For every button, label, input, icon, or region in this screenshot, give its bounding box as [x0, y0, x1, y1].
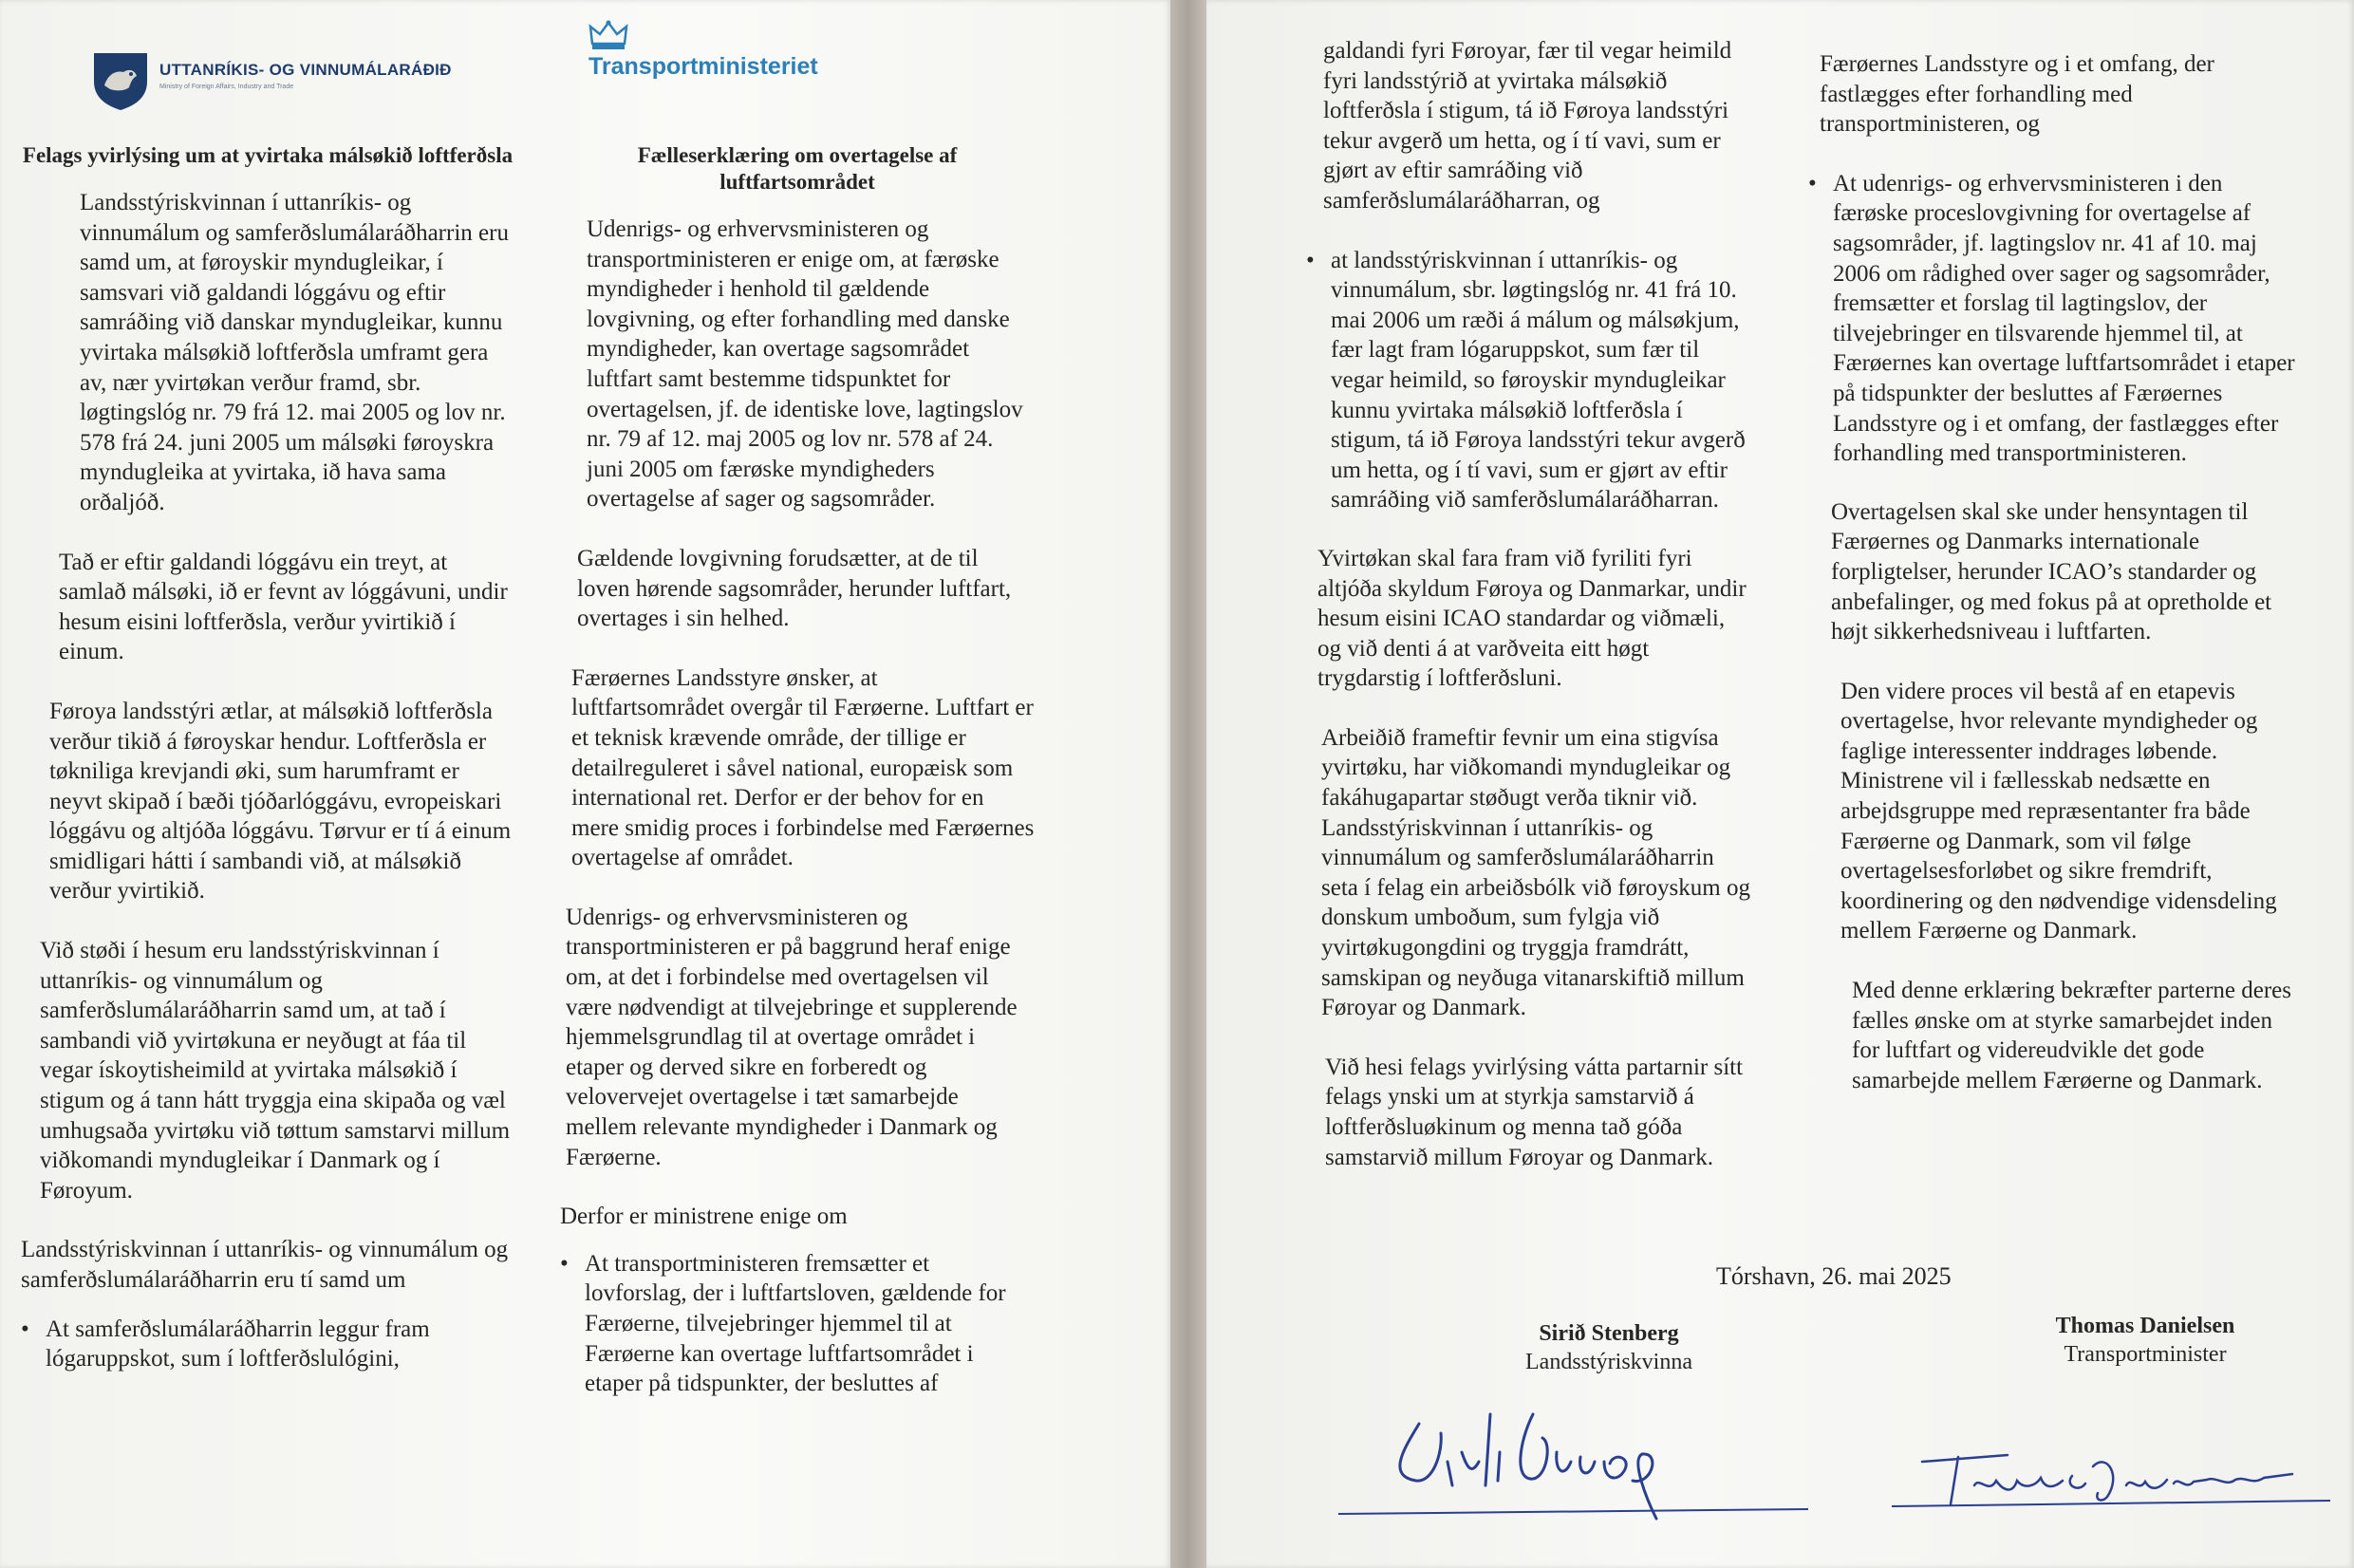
ministry-subtitle: Ministry of Foreign Affairs, Industry and Trade: [159, 84, 294, 90]
paragraph: Arbeiðið frameftir fevnir um eina stigvísa yvirtøku, har viðkomandi myndugleikar og fakáhugapartar støðugt verða tiknir við. Landsstýriskvinnan í uttanríkis- og vinnumálum og samferðslumálaráðharrin seta í felag ein arbeiðsbólk við føroyskum og donskum umboðum, sum fylgja við yvirtøkugongdini og tryggja framdrátt, samskipan og neyðuga vitanarskiftið millum Føroyar og Danmark.: [1321, 724, 1750, 1021]
page-gutter: [1170, 0, 1206, 1568]
paragraph: Færøernes Landsstyre og i et omfang, der fastlægges efter forhandling med transportministeren, og: [1820, 51, 2214, 138]
ministry-logo: [91, 49, 499, 116]
signature-1: [1329, 1395, 1822, 1528]
faroese-column-2: [1298, 36, 1754, 1202]
bullet-item: • at landsstýriskvinnan í uttanríkis- og vinnumálum, sbr. løgtingslóg nr. 41 frá 10. mai 2006 um ræði á málum og málsøkjum, fær lagt fram lógaruppskot, sum fær til vegar heimild, so føroyskir myndugleikar kunnu yvirtaka málsøkið loftferðsla í stigum, tá ið Føroya landsstýri tekur avgerð um hetta, og í tí vavi, sum er gjørt av eftir samráðing við samferðslumálaráðharran.: [1306, 246, 1754, 515]
faroese-column-1: [21, 142, 514, 1403]
paragraph: galdandi fyri Føroyar, fær til vegar heimild fyri landsstýrið at yvirtaka málsøkið loftferðsla í stigum, tá ið Føroya landsstýri tekur avgerð um hetta, og í tí vavi, sum er gjørt av eftir samráðing við samferðslumálaráðharran, og: [1323, 38, 1732, 214]
paragraph: Den videre proces vil bestå af en etapevis overtagelse, hvor relevante myndigheder og faglige interessenter inddrages løbende. Ministrene vil i fællesskab nedsætte en arbejdsgruppe med repræsentanter fra både Færøerne og Danmark, som vil følge overtagelsesforløbet og sikre fremdrift, koordinering og den nødvendige vidensdeling mellem Færøerne og Danmark.: [1840, 678, 2277, 944]
bullet-item: • At udenrigs- og erhvervsministeren i den færøske proceslovgivning for overtagelse af sagsområder, jf. lagtingslov nr. 41 af 10. maj 2006 om rådighed over sager og sagsområder, fremsætter et forslag til lagtingslov, der tilvejebringer en tilsvarende hjemmel til, at Færøernes kan overtage luftfartsområdet i etaper på tidspunkter der besluttes af Færøernes Landsstyre og i et omfang, der fastlægges efter forhandling med transportministeren.: [1808, 169, 2302, 469]
transport-ministry-name: Transportministeriet: [588, 53, 818, 80]
danish-title: Fælleserklæring om overtagelse af luftfartsområdet: [637, 143, 958, 194]
signer-1-title: Landsstýriskvinna: [1525, 1350, 1692, 1374]
ministry-name: UTTANRÍKIS- OG VINNUMÁLARÁÐIÐ: [159, 61, 452, 79]
signer-2-title: Transportminister: [2064, 1342, 2227, 1367]
signer-2-block: [1974, 1312, 2316, 1369]
crown-icon: [588, 19, 628, 51]
paragraph: Med denne erklæring bekræfter parterne deres fælles ønske om at styrke samarbejdet inden for luftfart og videreudvikle det gode samarbejde mellem Færøerne og Danmark.: [1852, 978, 2292, 1093]
faroese-coat-of-arms-icon: [91, 49, 150, 112]
paragraph: Udenrigs- og erhvervsministeren og transportministeren er enige om, at færøske myndigheder i henhold til gældende lovgivning, og efter forhandling med danske myndigheder, kan overtage sagsområdet luftfart samt bestemme tidspunktet for overtagelsen, jf. de identiske love, lagtingslov nr. 79 af 12. maj 2005 og lov nr. 578 af 24. juni 2005 om færøske myndigheders overtagelse af sager og sagsområder.: [587, 216, 1023, 513]
paragraph: Overtagelsen skal ske under hensyntagen til Færøernes og Danmarks internationale forpligtelser, herunder ICAO’s standarder og anbefalinger, og med fokus på at opretholde et højt sikkerhedsniveau i luftfarten.: [1831, 498, 2272, 645]
signer-1-name: Sirið Stenberg: [1539, 1321, 1679, 1346]
paragraph: Landsstýriskvinnan í uttanríkis- og vinnumálum og samferðslumálaráðharrin eru tí samd um: [21, 1237, 509, 1293]
signer-2-name: Thomas Danielsen: [2055, 1314, 2235, 1338]
paragraph: Yvirtøkan skal fara fram við fyriliti fyri altjóða skyldum Føroya og Danmarkar, undir hesum eisini ICAO standardar og viðmæli, og við denti á at varðveita eitt høgt trygdarstig í loftferðsluni.: [1317, 545, 1747, 692]
bullet-item: • At transportministeren fremsætter et lovforslag, der i luftfartsloven, gældende for Færøerne, tilvejebringer hjemmel til at Færøerne kan overtage luftfartsområdet i etaper på tidspunkter, der besluttes af: [560, 1249, 1035, 1399]
paragraph: Udenrigs- og erhvervsministeren og transportministeren er på baggrund heraf enige om, at det i forbindelse med overtagelsen vil være nødvendigt at tilvejebringe et supplerende hjemmelsgrundlag til at overtage området i etaper og derved sikre en forberedt og velovervejet overtagelse i tæt samarbejde mellem relevante myndigheder i Danmark og Færøerne.: [566, 904, 1018, 1170]
paragraph: Við hesi felags yvirlýsing vátta partarnir sítt felags ynski um at styrkja samstarvið á loftferðsluøkinum og menna tað góða samstarvið millum Føroyar og Danmark.: [1325, 1054, 1744, 1170]
paragraph: Derfor er ministrene enige om: [560, 1204, 848, 1230]
transport-ministry-logo: [588, 19, 911, 85]
paragraph: Gældende lovgivning forudsætter, at de til loven hørende sagsområder, herunder luftfart, overtages i sin helhed.: [577, 545, 1012, 632]
danish-column-2: [1808, 49, 2302, 1125]
paragraph: Landsstýriskvinnan í uttanríkis- og vinnumálum og samferðslumálaráðharrin eru samd um, at føroyskir myndugleikar, í samsvari við galdandi lóggávu og eftir samráðing við danskar myndugleikar, kunnu yvirtaka málsøkið loftferðsla umframt gera av, nær yvirtøkan verður framd, sbr. løgtingslóg nr. 79 frá 12. mai 2005 og lov nr. 578 frá 24. juni 2005 um málsøki føroyskra myndugleika at yvirtaka, ið hava sama orðaljóð.: [80, 190, 509, 515]
danish-column-1: [560, 142, 1035, 1428]
paragraph: Føroya landsstýri ætlar, at málsøkið loftferðsla verður tikið á føroyskar hendur. Loftferðsla er tøkniliga krevjandi øki, sum harumframt er neyvt skipað í bæði tjóðarlóggávu, evropeiskari lóggávu og altjóða lóggávu. Tørvur er tí á einum smidligari hátti í sambandi við, at málsøkið verður yvirtikið.: [49, 698, 512, 905]
paragraph: Við støði í hesum eru landsstýriskvinnan í uttanríkis- og vinnumálum og samferðslumálaráðharrin samd um, at tað í sambandi við yvirtøkuna er neyðugt at fáa til vegar ískoytisheimild at yvirtaka málsøkið í stigum og á tann hátt tryggja eina skipaða og væl umhugsaða yvirtøku við tøttum samstarvi millum viðkomandi myndugleikar í Danmark og í Føroyum.: [40, 938, 511, 1204]
paragraph: Færøernes Landsstyre ønsker, at luftfartsområdet overgår til Færøerne. Luftfart er et teknisk krævende område, der tillige er detailreguleret i såvel national, europæisk som international ret. Derfor er der behov for en mere smidig proces i forbindelse med Færøernes overtagelse af området.: [571, 664, 1035, 871]
bullet-item: • At samferðslumálaráðharrin leggur fram lógaruppskot, sum í loftferðslulógini,: [21, 1315, 514, 1374]
signer-1-block: [1452, 1319, 1766, 1376]
signature-2: [1884, 1438, 2340, 1514]
paragraph: Tað er eftir galdandi lóggávu ein treyt, at samlað málsøki, ið er fevnt av lóggávuni, undir hesum eisini loftferðsla, verður yvirtikið í einum.: [59, 549, 508, 665]
faroese-title: Felags yvirlýsing um at yvirtaka málsøkið loftferðsla: [22, 143, 514, 167]
place-and-date: Tórshavn, 26. mai 2025: [1716, 1262, 1952, 1290]
